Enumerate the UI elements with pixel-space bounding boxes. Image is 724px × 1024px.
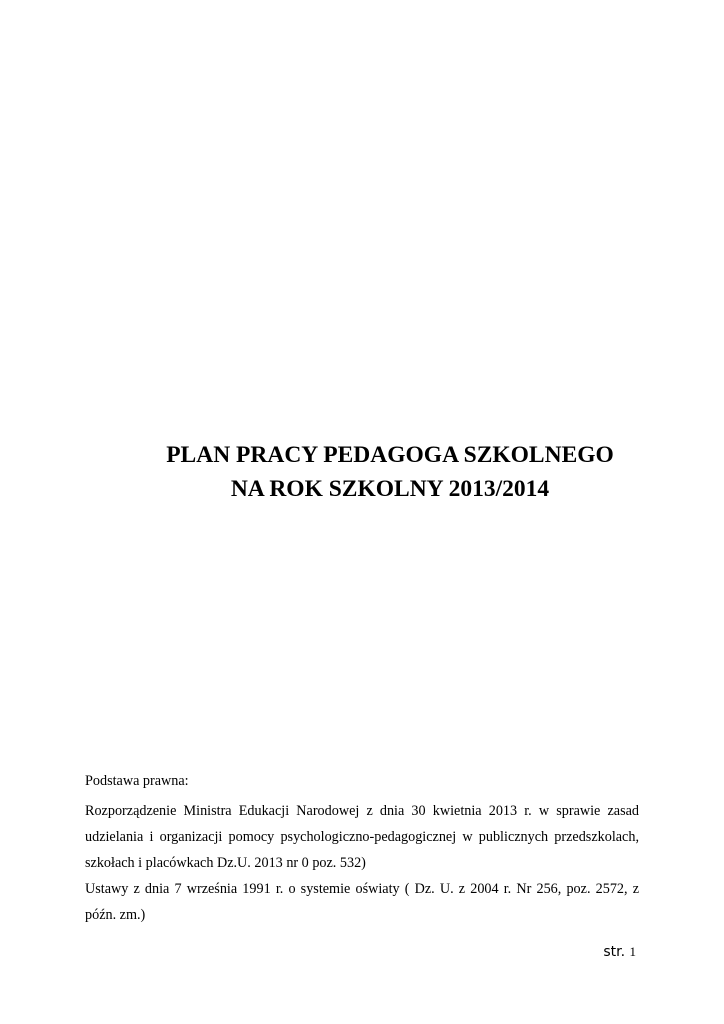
legal-basis-heading: Podstawa prawna: <box>85 773 189 789</box>
legal-basis-act: Ustawy z dnia 7 września 1991 r. o systemie oświaty ( Dz. U. z 2004 r. Nr 256, poz. 2572, z późn. zm.) <box>85 881 639 923</box>
page-label: str. <box>603 944 626 960</box>
legal-basis-section <box>85 768 639 928</box>
page-footer <box>603 944 636 960</box>
document-title <box>0 438 724 506</box>
page-number: 1 <box>629 944 636 959</box>
title-line-1: PLAN PRACY PEDAGOGA SZKOLNEGO <box>166 442 614 468</box>
title-line-2: NA ROK SZKOLNY 2013/2014 <box>230 476 550 502</box>
legal-basis-regulation: Rozporządzenie Ministra Edukacji Narodowej z dnia 30 kwietnia 2013 r. w sprawie zasad udzielania i organizacji pomocy psychologiczno-pedagogicznej w publicznych przedszkolach, szkołach i placówkach Dz.U. 2013 nr 0 poz. 532) <box>85 803 639 871</box>
